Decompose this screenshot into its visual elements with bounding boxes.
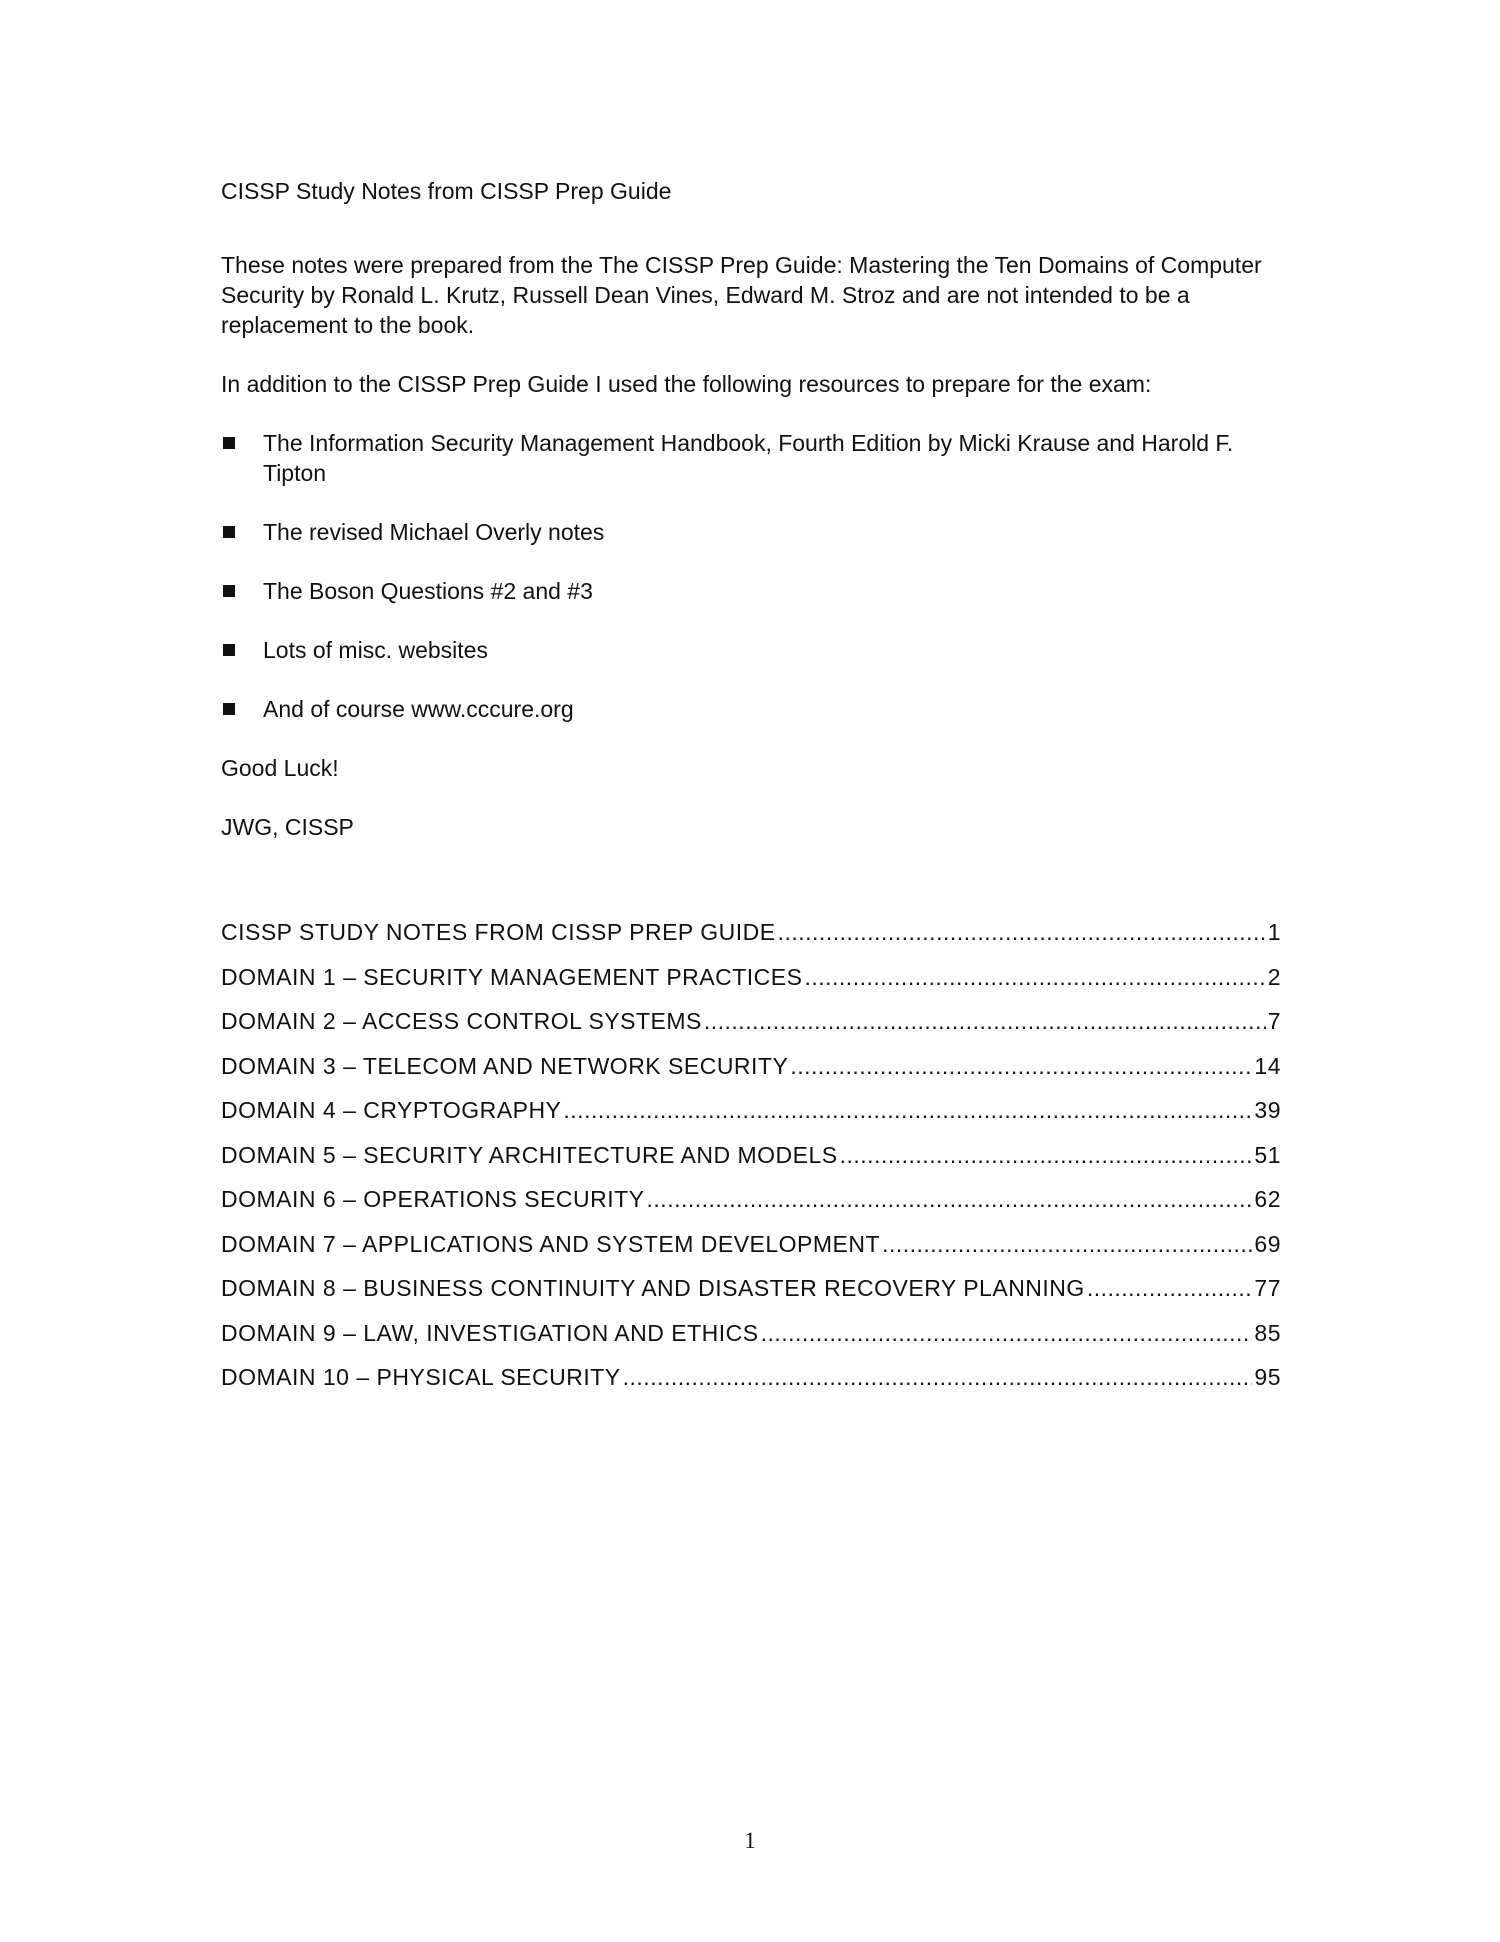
toc-leader-dots	[1087, 1273, 1253, 1303]
toc-entry[interactable]	[221, 1362, 1281, 1407]
toc-leader-dots	[804, 962, 1265, 992]
page-content	[221, 176, 1281, 1407]
resource-text: The revised Michael Overly notes	[263, 519, 605, 545]
toc-entry-page: 62	[1254, 1186, 1281, 1212]
list-item	[221, 428, 1281, 488]
toc-leader-dots	[778, 917, 1266, 947]
toc-entry[interactable]	[221, 1140, 1281, 1185]
toc-entry-label: DOMAIN 1 – SECURITY MANAGEMENT PRACTICES	[221, 963, 803, 990]
toc-entry[interactable]	[221, 1229, 1281, 1274]
toc-entry-label: DOMAIN 6 – OPERATIONS SECURITY	[221, 1186, 645, 1212]
toc-entry[interactable]	[221, 1184, 1281, 1229]
toc-entry-page: 14	[1254, 1052, 1281, 1079]
list-item	[221, 517, 1281, 547]
list-item	[221, 635, 1281, 665]
page-number: 1	[744, 1828, 756, 1853]
toc-entry[interactable]	[221, 962, 1281, 1007]
toc-entry-label: DOMAIN 5 – SECURITY ARCHITECTURE AND MODELS	[221, 1141, 838, 1168]
table-of-contents	[221, 917, 1281, 1407]
toc-entry-label: DOMAIN 9 – LAW, INVESTIGATION AND ETHICS	[221, 1319, 759, 1346]
intro-paragraph: These notes were prepared from the The CISSP Prep Guide: Mastering the Ten Domains of Computer Security by Ronald L. Krutz, Russell Dean Vines, Edward M. Stroz and are not intended to be a replacement to the book.	[221, 252, 1262, 338]
toc-entry-label: DOMAIN 4 – CRYPTOGRAPHY	[221, 1097, 562, 1123]
toc-entry-label: CISSP STUDY NOTES FROM CISSP PREP GUIDE	[221, 919, 776, 945]
toc-entry-page: 1	[1267, 919, 1281, 945]
resource-text: The Boson Questions #2 and #3	[263, 578, 593, 604]
closing-line: Good Luck!	[221, 755, 339, 781]
signature: JWG, CISSP	[221, 814, 354, 840]
toc-entry[interactable]	[221, 1051, 1281, 1096]
toc-entry[interactable]	[221, 1095, 1281, 1140]
toc-entry-page: 39	[1254, 1097, 1281, 1123]
document-title: CISSP Study Notes from CISSP Prep Guide	[221, 178, 672, 204]
resource-text: The Information Security Management Handbook, Fourth Edition by Micki Krause and Harold F. Tipton	[263, 430, 1234, 486]
resources-list	[221, 428, 1281, 724]
toc-leader-dots	[882, 1229, 1252, 1259]
toc-entry[interactable]	[221, 917, 1281, 962]
toc-leader-dots	[790, 1051, 1252, 1081]
toc-entry-page: 7	[1267, 1008, 1281, 1034]
square-bullet-icon	[223, 644, 235, 656]
square-bullet-icon	[223, 437, 235, 449]
toc-entry-page: 77	[1254, 1275, 1281, 1301]
toc-entry[interactable]	[221, 1006, 1281, 1051]
toc-entry-label: DOMAIN 2 – ACCESS CONTROL SYSTEMS	[221, 1008, 702, 1034]
toc-entry-page: 85	[1254, 1319, 1281, 1346]
toc-leader-dots	[761, 1318, 1253, 1348]
toc-leader-dots	[647, 1184, 1253, 1214]
toc-entry[interactable]	[221, 1273, 1281, 1318]
toc-entry-page: 2	[1267, 963, 1281, 990]
toc-entry-label: DOMAIN 8 – BUSINESS CONTINUITY AND DISASTER RECOVERY PLANNING	[221, 1275, 1085, 1301]
toc-entry-label: DOMAIN 7 – APPLICATIONS AND SYSTEM DEVELOPMENT	[221, 1230, 881, 1257]
toc-entry-page: 69	[1254, 1230, 1281, 1257]
list-item	[221, 576, 1281, 606]
toc-entry-page: 51	[1254, 1141, 1281, 1168]
toc-entry-label: DOMAIN 3 – TELECOM AND NETWORK SECURITY	[221, 1052, 789, 1079]
list-item	[221, 694, 1281, 724]
square-bullet-icon	[223, 703, 235, 715]
toc-leader-dots	[840, 1140, 1253, 1170]
toc-entry[interactable]	[221, 1318, 1281, 1363]
toc-leader-dots	[563, 1095, 1252, 1125]
resource-text: Lots of misc. websites	[263, 637, 488, 663]
resources-intro: In addition to the CISSP Prep Guide I used the following resources to prepare for the exam:	[221, 371, 1152, 397]
resource-text: And of course www.cccure.org	[263, 696, 574, 722]
square-bullet-icon	[223, 526, 235, 538]
toc-leader-dots	[704, 1006, 1266, 1036]
toc-entry-page: 95	[1254, 1364, 1281, 1390]
toc-entry-label: DOMAIN 10 – PHYSICAL SECURITY	[221, 1364, 621, 1390]
toc-leader-dots	[623, 1362, 1253, 1392]
square-bullet-icon	[223, 585, 235, 597]
